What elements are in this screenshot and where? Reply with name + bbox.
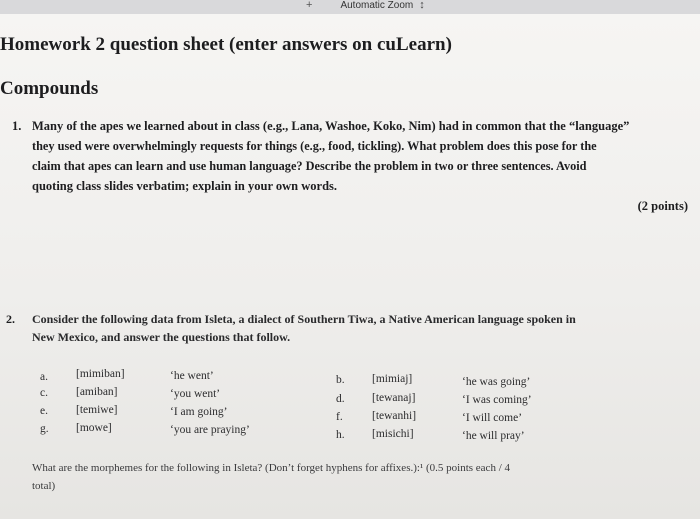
chevron-updown-icon[interactable]: ↕ (419, 0, 425, 11)
question-2-line: New Mexico, and answer the questions that follow. (32, 330, 291, 344)
question-number: 1. (12, 119, 22, 133)
data-gloss: ‘you went’ (170, 388, 221, 400)
question-number: 2. (6, 312, 15, 326)
data-letter: b. (336, 374, 345, 386)
data-letter: a. (40, 371, 48, 383)
data-form: [mimiaj] (372, 373, 413, 385)
zoom-label[interactable]: Automatic Zoom (340, 0, 414, 11)
data-gloss: ‘I am going’ (170, 406, 228, 418)
data-letter: c. (40, 387, 48, 399)
question-1-line: they used were overwhelmingly requests for things (e.g., food, tickling). What problem does this pose for the (32, 139, 597, 153)
page-title: Homework 2 question sheet (enter answers on cuLearn) (0, 34, 452, 55)
data-gloss: ‘I will come’ (462, 412, 523, 424)
zoom-in-icon[interactable]: + (306, 0, 313, 11)
data-form: [misichi] (372, 428, 414, 440)
data-letter: d. (336, 393, 345, 405)
data-form: [mowe] (76, 422, 112, 434)
data-gloss: ‘he will pray’ (462, 430, 525, 442)
section-title: Compounds (0, 78, 99, 99)
question-1-line: claim that apes can learn and use human language? Describe the problem in two or three sentences. Avoid (32, 159, 587, 173)
data-gloss: ‘he was going’ (462, 376, 531, 388)
data-form: [temiwe] (76, 404, 118, 416)
data-gloss: ‘you are praying’ (170, 424, 250, 436)
document-page (0, 14, 700, 519)
data-form: [tewanaj] (372, 392, 416, 404)
zoom-select[interactable] (306, 0, 425, 12)
question-1-line: Many of the apes we learned about in class (e.g., Lana, Washoe, Koko, Nim) had in common that the “language” (32, 119, 630, 133)
data-form: [amiban] (76, 386, 118, 398)
question-1-line: quoting class slides verbatim; explain in your own words. (32, 179, 338, 193)
data-form: [tewanhi] (372, 410, 417, 422)
data-form: [mimiban] (76, 368, 125, 380)
data-gloss: ‘I was coming’ (462, 394, 532, 406)
viewer-toolbar (0, 0, 700, 14)
data-letter: e. (40, 405, 48, 417)
question-2-line: Consider the following data from Isleta, a dialect of Southern Tiwa, a Native American language spoken in (32, 312, 576, 326)
question-2-prompt: What are the morphemes for the following in Isleta? (Don’t forget hyphens for affixes.):¹ (0.5 points each / 4 (32, 462, 510, 474)
data-letter: f. (336, 411, 343, 423)
question-2-prompt: total) (32, 480, 56, 492)
data-gloss: ‘he went’ (170, 370, 214, 382)
data-letter: g. (40, 423, 49, 435)
data-letter: h. (336, 429, 345, 441)
question-1-points: (2 points) (637, 199, 688, 213)
